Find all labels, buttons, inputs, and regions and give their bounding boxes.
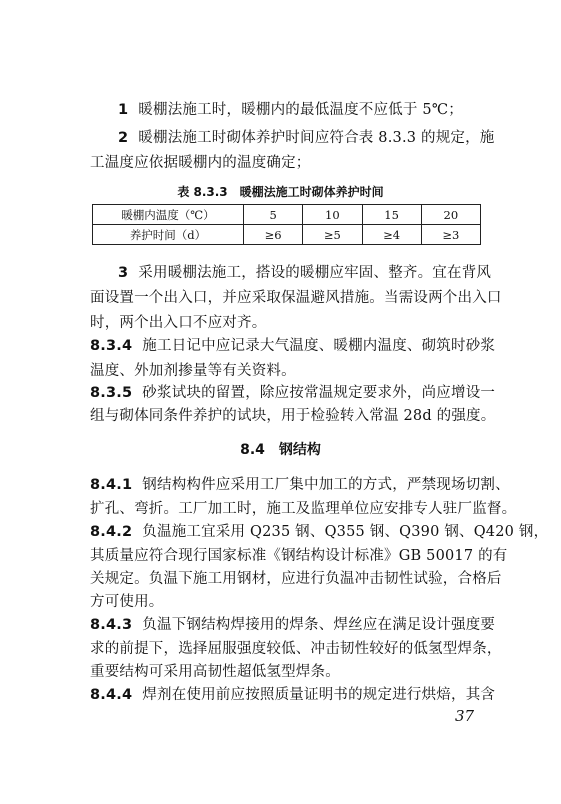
clause-8-4-1-line: 扩孔、弯折。工厂加工时，施工及监理单位应安排专人驻厂监督。 — [90, 501, 517, 517]
section-heading: 8.4 钢结构 — [240, 442, 321, 458]
clause-8-4-2-line: 方可使用。 — [90, 594, 164, 610]
table-cell: ≥3 — [421, 225, 480, 245]
clause-8-4-3-line: 求的前提下，选择屈服强度较低、冲击韧性较好的低氢型焊条， — [90, 641, 502, 657]
table-caption: 表 8.3.3 暖棚法施工时砌体养护时间 — [177, 185, 384, 199]
clause-8-4-2: 8.4.2 负温施工宜采用 Q235 钢、Q355 钢、Q390 钢、Q420 钢， — [90, 524, 549, 540]
clause-8-4-3: 8.4.3 负温下钢结构焊接用的焊条、焊丝应在满足设计强度要 — [90, 617, 496, 633]
clause-8-4-2-line: 关规定。负温下施工用钢材，应进行负温冲击韧性试验，合格后 — [90, 571, 502, 587]
item-3-line: 面设置一个出入口，并应采取保温避风措施。当需设两个出入口 — [90, 290, 502, 306]
item-3-line: 时，两个出入口不应对齐。 — [90, 315, 267, 331]
table-cell: 20 — [421, 205, 480, 225]
clause-8-4-4: 8.4.4 焊剂在使用前应按照质量证明书的规定进行烘焙，其含 — [90, 687, 496, 703]
clause-8-4-1: 8.4.1 钢结构构件应采用工厂集中加工的方式，严禁现场切割、 — [90, 477, 510, 493]
table-cell: ≥5 — [303, 225, 362, 245]
table-cell: ≥4 — [362, 225, 421, 245]
table-cell: 5 — [244, 205, 303, 225]
item-2-continuation: 工温度应依据暖棚内的温度确定； — [90, 155, 311, 171]
item-1: 1 暖棚法施工时，暖棚内的最低温度不应低于 5℃； — [118, 102, 463, 118]
table-row — [93, 225, 481, 245]
item-3: 3 采用暖棚法施工，搭设的暖棚应牢固、整齐。宜在背风 — [118, 265, 492, 281]
clause-8-3-5: 8.3.5 砂浆试块的留置，除应按常温规定要求外，尚应增设一 — [90, 385, 496, 401]
clause-8-3-4: 8.3.4 施工日记中应记录大气温度、暖棚内温度、砌筑时砂浆 — [90, 338, 496, 354]
table-row — [93, 205, 481, 225]
page-number: 37 — [455, 707, 475, 725]
table-row-label: 暖棚内温度（℃） — [93, 205, 244, 225]
table-cell: 10 — [303, 205, 362, 225]
item-2: 2 暖棚法施工时砌体养护时间应符合表 8.3.3 的规定，施 — [118, 130, 495, 146]
table-cell: 15 — [362, 205, 421, 225]
curing-time-table — [92, 204, 481, 245]
clause-8-4-3-line: 重要结构可采用高韧性超低氢型焊条。 — [90, 664, 340, 680]
clause-8-3-5-line: 组与砌体同条件养护的试块，用于检验转入常温 28d 的强度。 — [90, 408, 496, 424]
clause-8-3-4-line: 温度、外加剂掺量等有关资料。 — [90, 363, 296, 379]
table-cell: ≥6 — [244, 225, 303, 245]
table-row-label: 养护时间（d） — [93, 225, 244, 245]
clause-8-4-2-line: 其质量应符合现行国家标准《钢结构设计标准》GB 50017 的有 — [90, 548, 508, 564]
